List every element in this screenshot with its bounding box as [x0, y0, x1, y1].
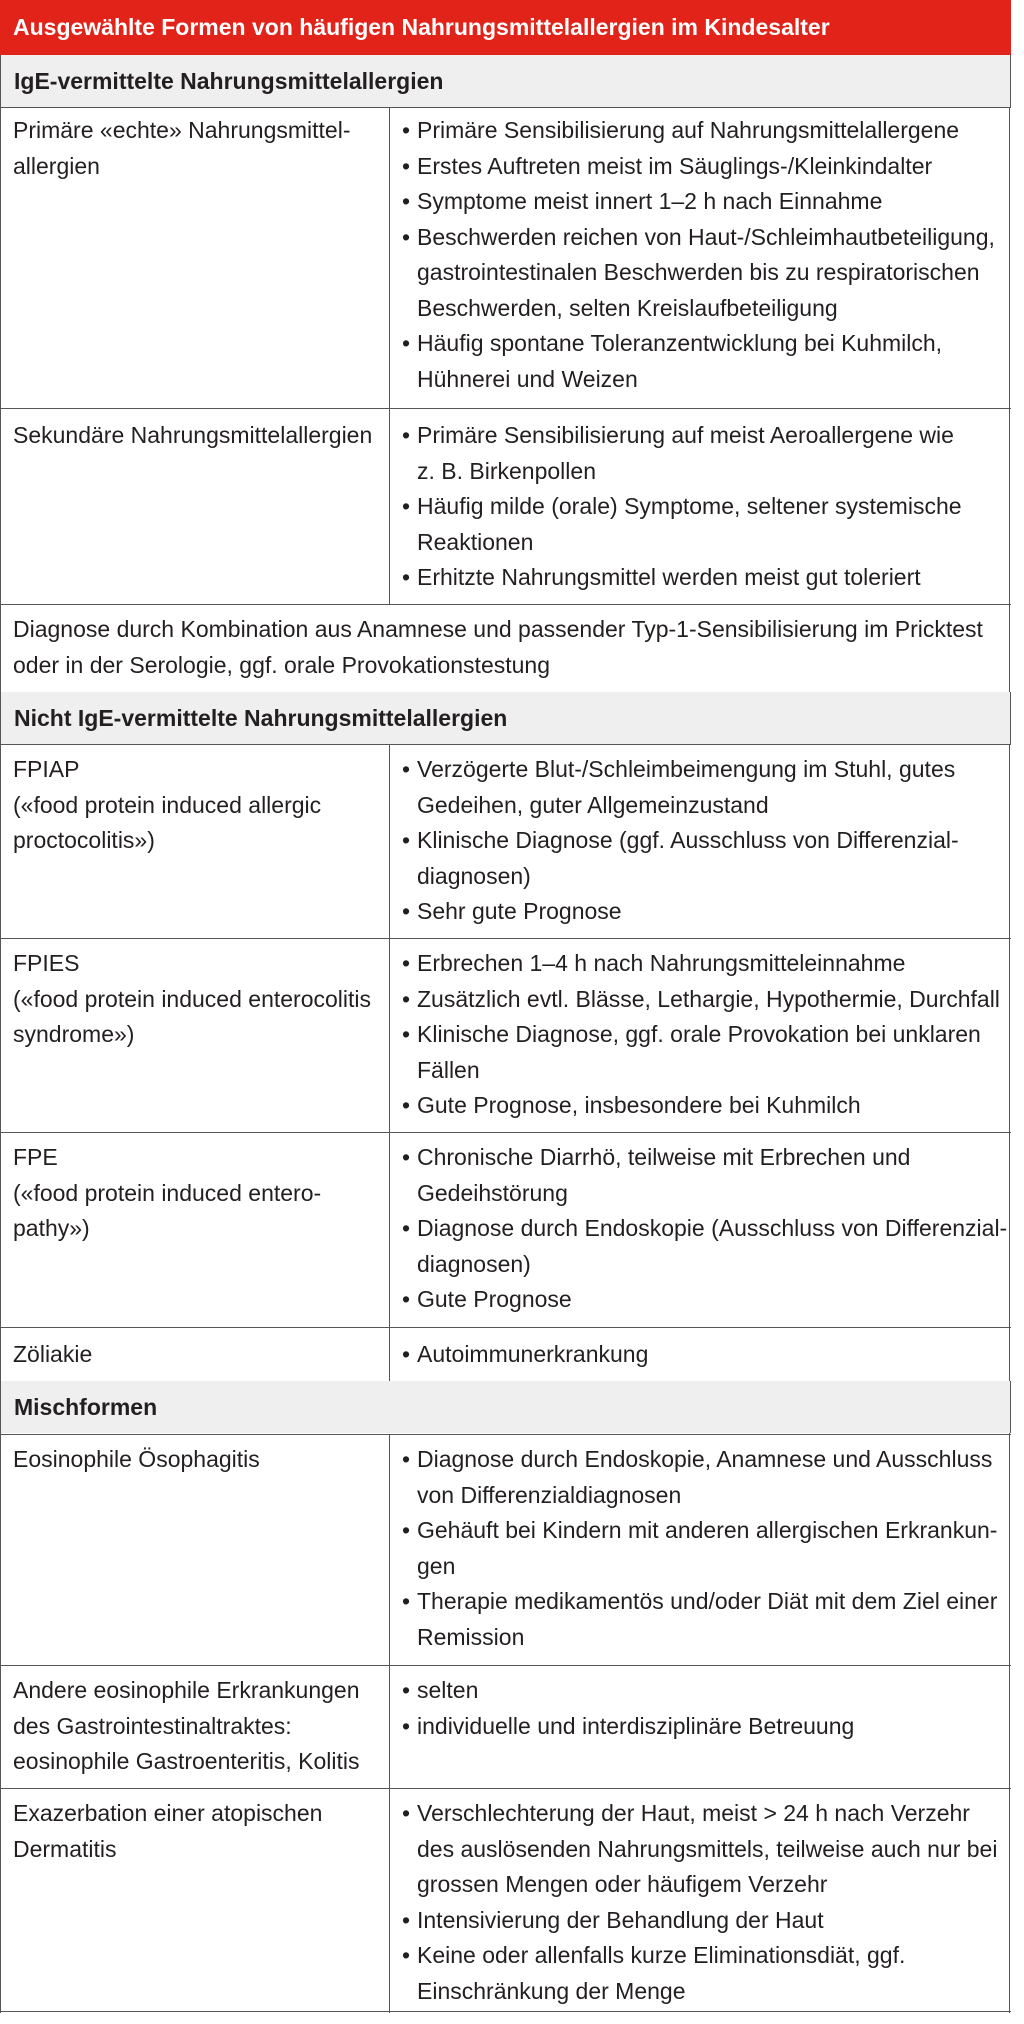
list-item: • Primäre Sensibilisierung auf Nahrungsmittelallergene	[401, 113, 1001, 149]
row-label-secondary: Sekundäre Nahrungsmittelallergien	[13, 422, 373, 448]
list-item: • Erhitzte Nahrungsmittel werden meist gut toleriert	[401, 560, 1001, 596]
row-divider	[0, 1132, 1011, 1133]
row-items-dermatitis	[401, 1796, 1001, 2009]
row-divider	[0, 938, 1011, 939]
row-items-fpe	[401, 1140, 1008, 1318]
list-item: • Sehr gute Prognose	[401, 894, 1001, 930]
row-label-fpies: FPIES («food protein induced enterocolitis syndrome»)	[13, 950, 372, 1047]
list-item: • Symptome meist innert 1–2 h nach Einnahme	[401, 184, 1001, 220]
table-border-left	[0, 55, 1, 2013]
row-divider	[0, 1665, 1011, 1666]
list-item: • Erstes Auftreten meist im Säuglings-/Kleinkindalter	[401, 149, 1001, 185]
list-item: • Erbrechen 1–4 h nach Nahrungsmitteleinnahme	[401, 946, 1001, 982]
list-item: • individuelle und interdisziplinäre Betreuung	[401, 1709, 1001, 1745]
list-item: • Diagnose durch Endoskopie (Ausschluss von Differenzial- diagnosen)	[401, 1211, 1001, 1282]
list-item: • Diagnose durch Endoskopie, Anamnese und Ausschluss von Differenzialdiagnosen	[401, 1442, 1001, 1513]
row-items-secondary	[401, 418, 1001, 596]
list-item: • selten	[401, 1673, 1001, 1709]
list-item: • Gehäuft bei Kindern mit anderen allergischen Erkrankun- gen	[401, 1513, 1001, 1584]
row-divider	[0, 107, 1011, 108]
list-item: • Autoimmunerkrankung	[401, 1337, 1001, 1373]
row-label-primary: Primäre «echte» Nahrungsmittel- allergien	[13, 117, 351, 179]
row-divider	[0, 1327, 1011, 1328]
row-label-fpiap: FPIAP («food protein induced allergic proctocolitis»)	[13, 756, 322, 853]
column-divider	[389, 1434, 390, 2013]
row-divider	[0, 604, 1011, 605]
diagnosis-note: Diagnose durch Kombination aus Anamnese und passender Typ-1-Sensibilisierung im Pricktest oder in der Serologie, ggf. orale Provokationstestung	[13, 616, 983, 678]
column-divider	[389, 107, 390, 604]
row-divider	[0, 1788, 1011, 1789]
column-divider	[389, 744, 390, 1381]
list-item: • Häufig milde (orale) Symptome, seltener systemische Reaktionen	[401, 489, 1001, 560]
list-item: • Klinische Diagnose (ggf. Ausschluss von Differenzial- diagnosen)	[401, 823, 1001, 894]
row-divider	[0, 1434, 1011, 1435]
section-header-ige: IgE-vermittelte Nahrungsmittelallergien	[0, 55, 1011, 107]
list-item: • Beschwerden reichen von Haut-/Schleimhautbeteiligung, gastrointestinalen Beschwerden bis zu respiratorischen Beschwerden, selten Kreislaufbeteiligung	[401, 220, 1001, 327]
list-item: • Gute Prognose	[401, 1282, 1001, 1318]
row-divider	[0, 408, 1011, 409]
row-items-zoeliakie	[401, 1337, 1001, 1373]
row-items-other-eosinophilic	[401, 1673, 1001, 1744]
table-title: Ausgewählte Formen von häufigen Nahrungsmittelallergien im Kindesalter	[0, 0, 1011, 55]
list-item: • Verschlechterung der Haut, meist > 24 h nach Verzehr des auslösenden Nahrungsmittels, teilweise auch nur bei grossen Mengen oder häufigem Verzehr	[401, 1796, 1001, 1903]
section-header-non-ige: Nicht IgE-vermittelte Nahrungsmittelallergien	[0, 692, 1011, 744]
row-divider	[0, 744, 1011, 745]
list-item: • Gute Prognose, insbesondere bei Kuhmilch	[401, 1088, 1001, 1124]
list-item: • Häufig spontane Toleranzentwicklung bei Kuhmilch, Hühnerei und Weizen	[401, 326, 1001, 397]
list-item: • Klinische Diagnose, ggf. orale Provokation bei unklaren Fällen	[401, 1017, 1001, 1088]
row-label-other-eosinophilic: Andere eosinophile Erkrankungen des Gastrointestinaltraktes: eosinophile Gastroenteritis, Kolitis	[13, 1677, 360, 1774]
list-item: • Therapie medikamentös und/oder Diät mit dem Ziel einer Remission	[401, 1584, 1001, 1655]
row-items-primary	[401, 113, 1001, 397]
row-label-fpe: FPE («food protein induced entero- pathy»)	[13, 1144, 322, 1241]
row-items-eoe	[401, 1442, 1001, 1655]
list-item: • Keine oder allenfalls kurze Eliminationsdiät, ggf. Einschränkung der Menge	[401, 1938, 1001, 2009]
row-label-zoeliakie: Zöliakie	[13, 1341, 93, 1367]
table-border-bottom	[0, 2011, 1011, 2012]
list-item: • Zusätzlich evtl. Blässe, Lethargie, Hypothermie, Durchfall	[401, 982, 1001, 1018]
section-header-mixed: Mischformen	[0, 1381, 1011, 1433]
row-label-eoe: Eosinophile Ösophagitis	[13, 1446, 260, 1472]
list-item: • Verzögerte Blut-/Schleimbeimengung im Stuhl, gutes Gedeihen, guter Allgemeinzustand	[401, 752, 1001, 823]
list-item: • Chronische Diarrhö, teilweise mit Erbrechen und Gedeihstörung	[401, 1140, 1001, 1211]
list-item: • Intensivierung der Behandlung der Haut	[401, 1903, 1001, 1939]
list-item: • Primäre Sensibilisierung auf meist Aeroallergene wie z. B. Birkenpollen	[401, 418, 1001, 489]
row-items-fpiap	[401, 752, 1001, 930]
table-border-right	[1009, 55, 1010, 2013]
row-label-dermatitis: Exazerbation einer atopischen Dermatitis	[13, 1800, 323, 1862]
row-items-fpies	[401, 946, 1001, 1124]
